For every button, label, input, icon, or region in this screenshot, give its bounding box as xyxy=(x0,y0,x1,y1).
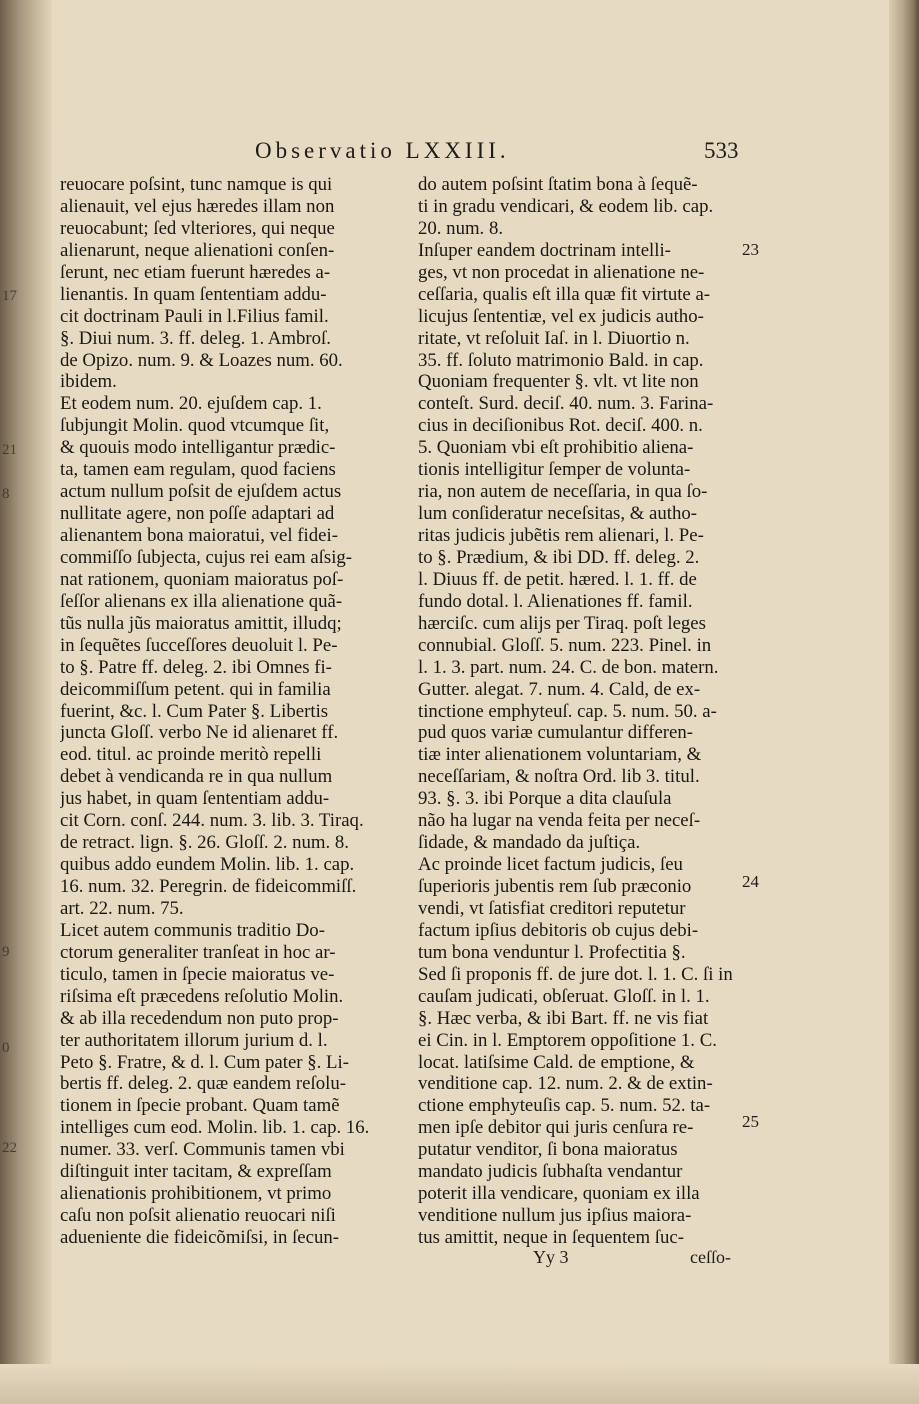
text-line: ritas judicis jubẽtis rem alienari, l. Pe- xyxy=(418,525,704,546)
text-line: ritate, vt reſoluit Iaſ. in l. Diuortio n. xyxy=(418,327,690,349)
text-line: jus habet, in quam ſententiam addu- xyxy=(60,788,330,810)
text-line: putatur venditor, ſi bona maioratus xyxy=(418,1139,678,1161)
text-line: de Opizo. num. 9. & Loazes num. 60. xyxy=(60,349,343,371)
text-line: vendi, vt ſatisfiat creditori reputetur xyxy=(418,897,686,919)
text-line: art. 22. num. 75. xyxy=(60,897,184,919)
text-line: ceſſaria, qualis eſt illa quæ fit virtute a- xyxy=(418,283,711,305)
text-line: Sed ſi proponis ff. de jure dot. l. 1. C. ſi in xyxy=(418,963,733,985)
text-line: ſerunt, nec etiam fuerunt hæredes a- xyxy=(60,261,331,283)
text-line: tinctione emphyteuſ. cap. 5. num. 50. a- xyxy=(418,700,717,722)
text-line: bertis ff. deleg. 2. quæ eandem reſolu- xyxy=(60,1073,346,1095)
margin-note: 24 xyxy=(742,872,759,891)
text-line: juncta Gloſſ. verbo Ne id alienaret ff. xyxy=(60,722,339,744)
text-line: 5. Quoniam vbi eſt prohibitio aliena- xyxy=(418,437,694,459)
text-line: hærciſc. cum alijs per Tiraq. poſt leges xyxy=(418,612,706,634)
text-line: Licet autem communis traditio Do- xyxy=(60,919,325,941)
text-line: eod. titul. ac proinde meritò repelli xyxy=(60,744,322,766)
text-line: tionem in ſpecie probant. Quam tamẽ xyxy=(60,1095,340,1117)
text-line: tum bona venduntur l. Profectitia §. xyxy=(418,941,686,963)
text-line: ria, non autem de neceſſaria, in qua ſo- xyxy=(418,481,708,503)
left-margin-number: 0 xyxy=(2,1040,10,1056)
text-line: tiæ inter alienationem voluntariam, & xyxy=(418,744,702,766)
text-line: mandato judicis ſubhaſta vendantur xyxy=(418,1161,683,1183)
text-line: locat. latiſsime Cald. de emptione, & xyxy=(418,1051,695,1073)
text-line: 16. num. 32. Peregrin. de fideicommiſſ. xyxy=(60,876,357,897)
catchword: ceſſo- xyxy=(690,1247,731,1267)
text-line: ti in gradu vendicari, & eodem lib. cap. xyxy=(418,195,714,217)
text-column-right xyxy=(418,174,750,1249)
text-line: l. Diuus ff. de petit. hæred. l. 1. ff. de xyxy=(418,568,697,590)
text-line: neceſſariam, & noſtra Ord. lib 3. titul. xyxy=(418,766,700,788)
text-line: deicommiſſum petent. qui in familia xyxy=(60,678,331,700)
text-line: fuerint, &c. l. Cum Pater §. Libertis xyxy=(60,700,329,722)
text-line: factum ipſius debitoris ob cujus debi- xyxy=(418,919,699,941)
text-line: ei Cin. in l. Emptorem oppoſitione 1. C. xyxy=(418,1029,717,1051)
text-line: §. Diui num. 3. ff. deleg. 1. Ambroſ. xyxy=(60,327,331,349)
text-line: do autem poſsint ſtatim bona à ſequẽ- xyxy=(418,174,698,195)
text-line: cit doctrinam Pauli in l.Filius famil. xyxy=(60,305,329,327)
text-line: adueniente die fideicõmiſsi, in ſecun- xyxy=(60,1227,340,1248)
text-line: nullitate agere, non poſſe adaptari ad xyxy=(60,503,335,525)
text-line: ter authoritatem illorum jurium d. l. xyxy=(60,1029,328,1051)
text-line: Gutter. alegat. 7. num. 4. Cald, de ex- xyxy=(418,678,701,700)
text-line: in ſequẽtes ſucceſſores deuoluit l. Pe- xyxy=(60,634,338,656)
text-line: nat rationem, quoniam maioratus poſ- xyxy=(60,568,344,590)
left-margin-number: 9 xyxy=(2,944,10,960)
text-line: lum conſideratur neceſsitas, & autho- xyxy=(418,503,698,525)
text-line: intelliges cum eod. Molin. lib. 1. cap. 16. xyxy=(60,1117,370,1139)
text-line: venditione nullum jus ipſius maiora- xyxy=(418,1205,692,1227)
text-line: to §. Patre ff. deleg. 2. ibi Omnes fi- xyxy=(60,656,332,678)
text-line: cit Corn. conſ. 244. num. 3. lib. 3. Tiraq. xyxy=(60,810,364,832)
text-line: alienauit, vel ejus hæredes illam non xyxy=(60,195,335,217)
text-line: conteſt. Surd. deciſ. 40. num. 3. Farina- xyxy=(418,393,714,415)
text-line: ſubjungit Molin. quod vtcumque ſit, xyxy=(60,415,330,437)
left-margin-number: 17 xyxy=(2,288,17,304)
text-line: ta, tamen eam regulam, quod faciens xyxy=(60,459,336,481)
text-line: riſsima eſt præcedens reſolutio Molin. xyxy=(60,985,344,1007)
page-number: 533 xyxy=(704,138,739,163)
text-line: alienationis prohibitionem, vt primo xyxy=(60,1183,332,1205)
text-line: ſidade, & mandado da juſtiça. xyxy=(418,832,641,854)
text-line: tionis intelligitur ſemper de volunta- xyxy=(418,459,691,481)
text-line: venditione cap. 12. num. 2. & de extin- xyxy=(418,1073,713,1095)
text-line: Ac proinde licet factum judicis, ſeu xyxy=(418,854,683,876)
page-bottom-shadow xyxy=(0,1364,919,1404)
text-line: cius in deciſionibus Rot. deciſ. 400. n. xyxy=(418,415,703,437)
running-header-title: Observatio LXXIII. xyxy=(255,138,510,163)
text-line: & ab illa recedendum non puto prop- xyxy=(60,1007,339,1029)
text-line: ſuperioris jubentis rem ſub præconio xyxy=(418,876,692,897)
left-margin-number: 8 xyxy=(2,486,10,502)
text-line: ges, vt non procedat in alienatione ne- xyxy=(418,261,705,283)
text-line: Et eodem num. 20. ejuſdem cap. 1. xyxy=(60,393,322,415)
text-line: alienarunt, neque alienationi conſen- xyxy=(60,239,335,261)
text-line: 93. §. 3. ibi Porque a dita clauſula xyxy=(418,788,672,810)
text-line: commiſſo ſubjecta, cujus rei eam aſsig- xyxy=(60,546,353,568)
text-line: fundo dotal. l. Alienationes ff. famil. xyxy=(418,590,693,612)
text-line: §. Hæc verba, & ibi Bart. ff. ne vis fiat xyxy=(418,1007,709,1029)
text-line: lienantis. In quam ſententiam addu- xyxy=(60,283,327,305)
page-edge xyxy=(889,0,919,1404)
text-line: reuocabunt; ſed vlteriores, qui neque xyxy=(60,217,335,239)
left-margin-number: 21 xyxy=(2,442,17,458)
text-line: caſu non poſsit alienatio reuocari niſi xyxy=(60,1205,336,1227)
text-line: licujus ſententiæ, vel ex judicis autho- xyxy=(418,305,704,327)
text-line: actum nullum poſsit de ejuſdem actus xyxy=(60,481,342,503)
text-line: ctorum generaliter tranſeat in hoc ar- xyxy=(60,941,336,963)
text-line: poterit illa vendicare, quoniam ex illa xyxy=(418,1183,700,1205)
text-line: ctione emphyteuſis cap. 5. num. 52. ta- xyxy=(418,1095,711,1117)
text-line: Inſuper eandem doctrinam intelli- xyxy=(418,239,671,261)
text-line: ibidem. xyxy=(60,371,117,393)
text-line: connubial. Gloſſ. 5. num. 223. Pinel. in xyxy=(418,634,712,656)
text-line: quibus addo eundem Molin. lib. 1. cap. xyxy=(60,854,355,876)
text-line: numer. 33. verſ. Communis tamen vbi xyxy=(60,1139,345,1161)
text-line: reuocare poſsint, tunc namque is qui xyxy=(60,174,333,195)
text-line: men ipſe debitor qui juris cenſura re- xyxy=(418,1117,694,1139)
text-line: to §. Prædium, & ibi DD. ff. deleg. 2. xyxy=(418,546,700,568)
text-line: & quouis modo intelligantur prædic- xyxy=(60,437,336,459)
binding-gutter xyxy=(0,0,52,1404)
signature-mark: Yy 3 xyxy=(533,1247,569,1267)
text-line: 35. ff. ſoluto matrimonio Bald. in cap. xyxy=(418,349,704,371)
text-line: alienantem bona maioratui, vel fidei- xyxy=(60,525,338,546)
margin-note: 25 xyxy=(742,1112,759,1131)
margin-note: 23 xyxy=(742,240,759,259)
text-line: cauſam judicati, obſeruat. Gloſſ. in l. 1. xyxy=(418,985,710,1007)
text-line: Peto §. Fratre, & d. l. Cum pater §. Li- xyxy=(60,1051,349,1073)
text-line: tũs nulla jũs maioratus amittit, illudq; xyxy=(60,612,342,634)
text-line: debet à vendicanda re in qua nullum xyxy=(60,766,333,788)
text-column-left xyxy=(60,174,392,1249)
text-line: Quoniam frequenter §. vlt. vt lite non xyxy=(418,371,699,393)
left-margin-number: 22 xyxy=(2,1140,17,1156)
text-line: diſtinguit inter tacitam, & expreſſam xyxy=(60,1161,332,1183)
text-line: pud quos variæ cumulantur differen- xyxy=(418,722,694,744)
text-line: ticulo, tamen in ſpecie maioratus ve- xyxy=(60,963,335,985)
text-line: l. 1. 3. part. num. 24. C. de bon. matern. xyxy=(418,656,719,678)
text-line: tus amittit, neque in ſequentem ſuc- xyxy=(418,1227,685,1248)
text-line: ſeſſor alienans ex illa alienatione quã- xyxy=(60,590,343,612)
text-line: não ha lugar na venda feita per neceſ- xyxy=(418,810,701,832)
text-line: 20. num. 8. xyxy=(418,217,504,239)
text-line: de retract. lign. §. 26. Gloſſ. 2. num. 8. xyxy=(60,832,349,854)
